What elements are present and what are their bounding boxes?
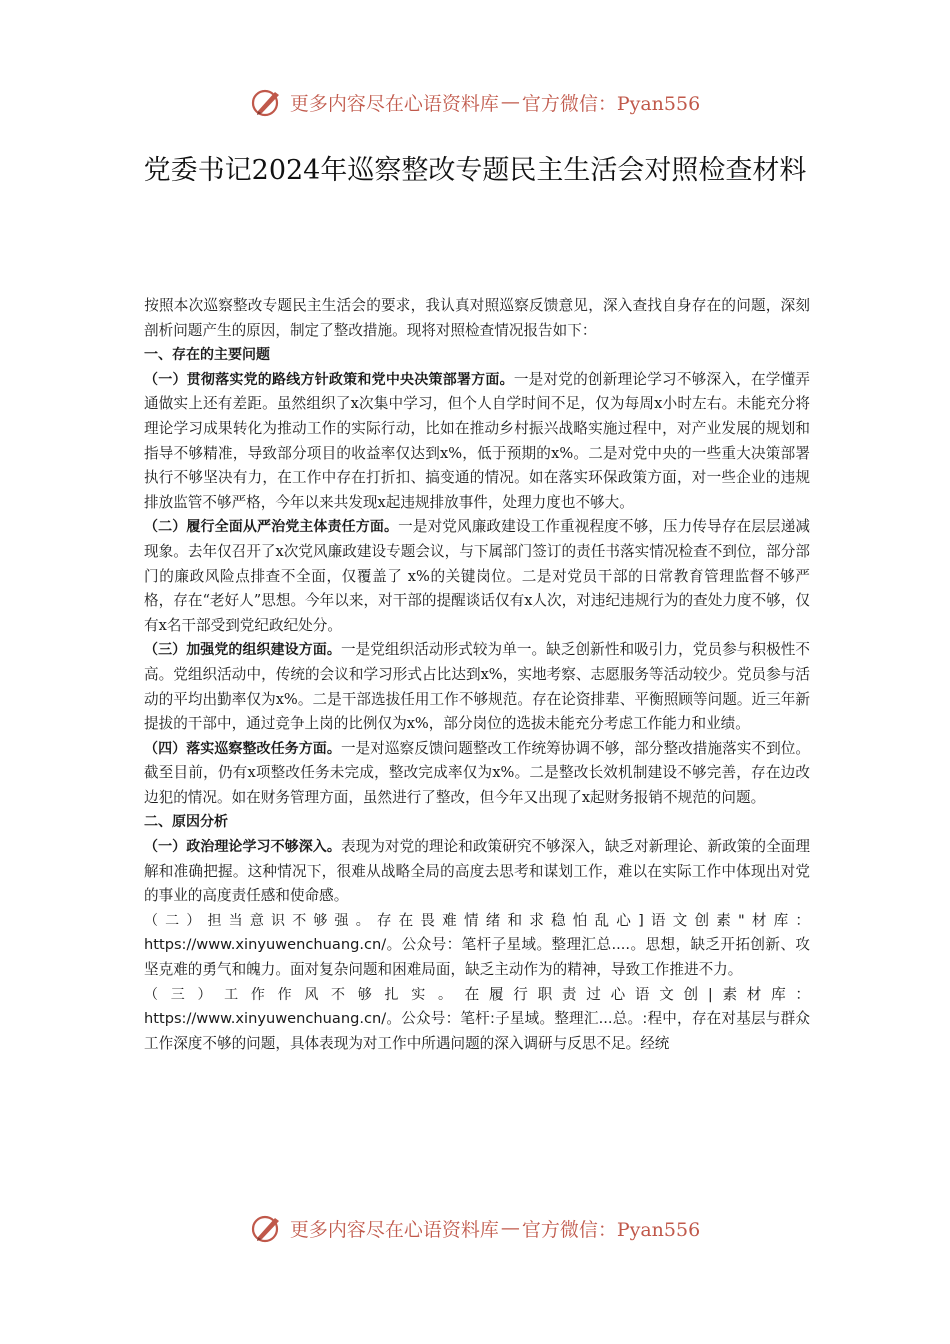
banner-text: 更多内容尽在心语资料库 xyxy=(289,92,499,115)
item-text: 一是对党风廉政建设工作重视程度不够，压力传导存在层层递减现象。去年仅召开了x次党风廉政建设专题会议，与下属部门签订的责任书落实情况检查不到位，部分部门的廉政风险点排查不全面，仅覆盖了 x%的关键岗位。二是对党员干部的日常教育管理监督不够严格，存在“老好人”思想。今年以来，对干部的提醒谈话仅有x人次，对违纪违规行为的查处力度不够，仅有x名干部受到党纪政纪处分。 xyxy=(144,518,810,634)
section2-item-1 xyxy=(144,835,810,909)
banner-separator: — xyxy=(500,91,520,113)
section2-heading: 二、原因分析 xyxy=(144,814,228,831)
pen-circle-logo-icon xyxy=(250,1211,284,1245)
banner-text: 更多内容尽在心语资料库 xyxy=(289,1218,499,1241)
document-title: 党委书记2024年巡察整改专题民主生活会对照检查材料 xyxy=(143,155,807,186)
item-text: 一是对党的创新理论学习不够深入，在学懂弄通做实上还有差距。虽然组织了x次集中学习，但个人自学时间不足，仅为每周x小时左右。未能充分将理论学习成果转化为推动工作的实际行动，比如在推动乡村振兴战略实施过程中，对产业发展的规划和指导不够精准，导致部分项目的收益率仅达到x%，低于预期的x%。二是对党中央的一些重大决策部署执行不够坚决有力，在工作中存在打折扣、搞变通的情况。如在落实环保政策方面，对一些企业的违规排放监管不够严格，今年以来共发现x起违规排放事件，处理力度也不够大。 xyxy=(144,370,810,511)
section2-item-3 xyxy=(144,983,810,1057)
banner-separator: — xyxy=(500,1217,520,1239)
footer-banner xyxy=(0,1208,950,1248)
pen-circle-logo-icon xyxy=(250,85,284,119)
banner-wechat: 官方微信：Pyan556 xyxy=(521,92,701,115)
item-text: 一是党组织活动形式较为单一。缺乏创新性和吸引力，党员参与积极性不高。党组织活动中，传统的会议和学习形式占比达到x%，实地考察、志愿服务等活动较少。党员参与活动的平均出勤率仅为x%。二是干部选拔任用工作不够规范。存在论资排辈、平衡照顾等问题。近三年新提拔的干部中，通过竞争上岗的比例仅为x%，部分岗位的选拔未能充分考虑工作能力和业绩。 xyxy=(144,641,810,733)
item-lead: （二）履行全面从严治党主体责任方面。 xyxy=(144,519,399,536)
item-lead: （二）担当意识不够强。 xyxy=(144,912,377,929)
section1-item-4 xyxy=(144,737,810,811)
item-lead: （一）政治理论学习不够深入。 xyxy=(144,839,341,856)
section1-item-1 xyxy=(144,368,810,516)
item-text: 在履行职责过心语文创|素材库： https://www.xinyuwenchuang.cn/。公众号：笔杆:子星域。整理汇...总。:程中，存在对基层与群众工作深度不够的问题，具体表现为对工作中所遇问题的深入调研与反思不足。经统 xyxy=(144,985,811,1052)
section1-heading: 一、存在的主要问题 xyxy=(144,347,270,364)
section2-item-2 xyxy=(144,909,810,983)
item-lead: （三）工作作风不够扎实。 xyxy=(144,986,465,1003)
item-text: 存在畏难情绪和求稳怕乱心]语文创素"材库： https://www.xinyuwenchuang.cn/。公众号：笔杆子星域。整理汇总....。思想，缺乏开拓创新、攻坚克难的勇气和魄力。面对复杂问题和困难局面，缺乏主动作为的精神，导致工作推进不力。 xyxy=(144,911,810,979)
section1-item-2 xyxy=(144,515,810,638)
item-lead: （三）加强党的组织建设方面。 xyxy=(144,642,341,659)
item-text: 一是对巡察反馈问题整改工作统筹协调不够，部分整改措施落实不到位。截至目前，仍有x项整改任务未完成，整改完成率仅为x%。二是整改长效机制建设不够完善，存在边改边犯的情况。如在财务管理方面，虽然进行了整改，但今年又出现了x起财务报销不规范的问题。 xyxy=(144,739,810,806)
item-lead: （一）贯彻落实党的路线方针政策和党中央决策部署方面。 xyxy=(144,371,514,388)
section1-item-3 xyxy=(144,638,810,736)
intro-text: 按照本次巡察整改专题民主生活会的要求，我认真对照巡察反馈意见，深入查找自身存在的问题，深刻剖析问题产生的原因，制定了整改措施。现将对照检查情况报告如下： xyxy=(144,297,810,339)
header-banner xyxy=(0,82,950,122)
document-body xyxy=(144,294,810,1056)
intro-paragraph xyxy=(144,294,810,343)
banner-wechat: 官方微信：Pyan556 xyxy=(521,1218,701,1241)
item-text: 表现为对党的理论和政策研究不够深入，缺乏对新理论、新政策的全面理解和准确把握。这种情况下，很难从战略全局的高度去思考和谋划工作，难以在实际工作中体现出对党的事业的高度责任感和使命感。 xyxy=(144,838,810,905)
item-lead: （四）落实巡察整改任务方面。 xyxy=(144,740,341,757)
